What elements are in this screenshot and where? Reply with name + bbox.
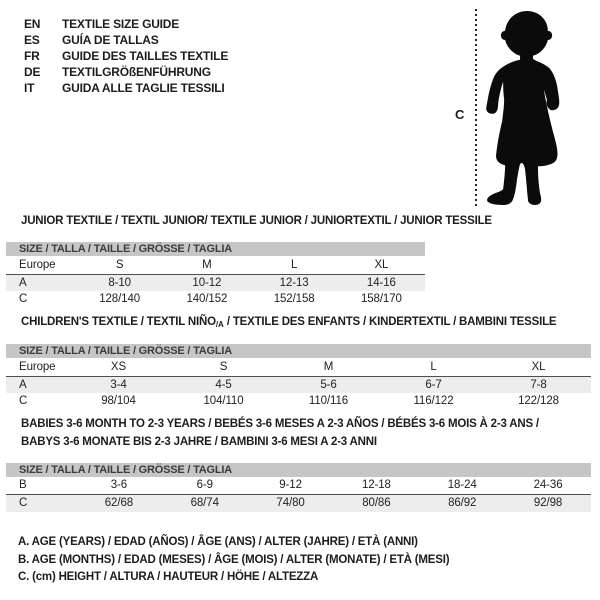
- junior-textile-title: JUNIOR TEXTILE / TEXTIL JUNIOR/ TEXTILE JUNIOR / JUNIORTEXTIL / JUNIOR TESSILE: [21, 215, 492, 227]
- height-cell: 128/140: [99, 293, 141, 305]
- measurement-legend: [18, 534, 449, 587]
- size-cell: L: [430, 361, 437, 373]
- guide-title-en: TEXTILE SIZE GUIDE: [62, 17, 180, 31]
- language-code: ES: [24, 33, 40, 47]
- table-row: [6, 495, 591, 512]
- months-cell: 3-6: [110, 479, 128, 491]
- babies-title-line-2: BABYS 3-6 MONATE BIS 2-3 JAHRE / BAMBINI 3-6 MESI A 2-3 ANNI: [21, 436, 377, 448]
- age-cell: 8-10: [108, 277, 131, 289]
- language-code: EN: [24, 17, 41, 31]
- months-cell: 9-12: [279, 479, 302, 491]
- table-row: [6, 291, 425, 307]
- title-text: CHILDREN'S TEXTILE / TEXTIL NIÑO: [21, 316, 216, 328]
- height-cell: 104/110: [203, 395, 244, 407]
- size-cell: M: [323, 361, 334, 373]
- height-measure-dotted-line: [475, 9, 477, 207]
- title-subscript: /A: [215, 320, 224, 329]
- height-cell: 152/158: [273, 293, 315, 305]
- table-row: [6, 358, 591, 377]
- size-header-bar: SIZE / TALLA / TAILLE / GRÖSSE / TAGLIA: [6, 463, 591, 477]
- row-label: Europe: [19, 361, 56, 373]
- row-label: C: [19, 293, 28, 305]
- row-label: C: [19, 395, 28, 407]
- height-cell: 158/170: [360, 293, 402, 305]
- months-cell: 24-36: [533, 479, 563, 491]
- table-row: [6, 393, 591, 409]
- height-cell: 62/68: [104, 497, 134, 509]
- height-cell: 122/128: [518, 395, 559, 407]
- height-cell: 116/122: [413, 395, 454, 407]
- children-textile-title: [21, 316, 556, 329]
- size-cell: M: [202, 259, 212, 271]
- height-cell: 80/86: [362, 497, 391, 509]
- age-cell: 3-4: [110, 379, 127, 391]
- guide-title-es: GUÍA DE TALLAS: [62, 33, 159, 47]
- guide-title-it: GUIDA ALLE TAGLIE TESSILI: [62, 81, 225, 95]
- row-label: A: [19, 379, 27, 391]
- babies-textile-table: [6, 463, 591, 512]
- language-code: FR: [24, 49, 40, 63]
- height-cell: 110/116: [308, 395, 349, 407]
- size-header-bar: SIZE / TALLA / TAILLE / GRÖSSE / TAGLIA: [6, 344, 591, 358]
- junior-textile-table: [6, 242, 425, 307]
- language-code: IT: [24, 81, 35, 95]
- height-cell: 74/80: [276, 497, 305, 509]
- size-cell: S: [115, 259, 124, 271]
- months-cell: 6-9: [196, 479, 213, 491]
- age-cell: 12-13: [279, 277, 309, 289]
- row-label: Europe: [19, 259, 56, 271]
- size-header-bar: SIZE / TALLA / TAILLE / GRÖSSE / TAGLIA: [6, 242, 425, 256]
- row-label: A: [19, 277, 27, 289]
- table-row: [6, 275, 425, 291]
- size-cell: XS: [110, 361, 127, 373]
- height-measure-label: C: [455, 107, 465, 122]
- size-cell: S: [219, 361, 228, 373]
- legend-line-c: C. (cm) HEIGHT / ALTURA / HAUTEUR / HÖHE / ALTEZZA: [18, 571, 319, 584]
- table-row: [6, 477, 591, 495]
- age-cell: 5-6: [320, 379, 337, 391]
- age-cell: 10-12: [192, 277, 222, 289]
- size-cell: XL: [374, 259, 389, 271]
- language-row-it: [24, 80, 228, 96]
- toddler-silhouette-image: [482, 10, 578, 206]
- row-label: C: [19, 497, 28, 509]
- height-cell: 140/152: [186, 293, 228, 305]
- height-cell: 86/92: [448, 497, 477, 509]
- babies-textile-title: [21, 415, 539, 451]
- language-row-de: [24, 64, 228, 80]
- guide-title-de: TEXTILGRÖßENFÜHRUNG: [62, 65, 211, 79]
- language-code: DE: [24, 65, 41, 79]
- size-cell: XL: [531, 361, 546, 373]
- height-cell: 68/74: [190, 497, 219, 509]
- language-row-fr: [24, 48, 228, 64]
- row-label: B: [19, 479, 27, 491]
- title-text: / TEXTILE DES ENFANTS / KINDERTEXTIL / BAMBINI TESSILE: [223, 316, 557, 328]
- language-row-en: [24, 16, 228, 32]
- language-row-es: [24, 32, 228, 48]
- age-cell: 4-5: [215, 379, 232, 391]
- months-cell: 18-24: [447, 479, 477, 491]
- language-title-list: [24, 16, 228, 96]
- months-cell: 12-18: [361, 479, 391, 491]
- table-row: [6, 256, 425, 275]
- legend-line-b: B. AGE (MONTHS) / EDAD (MESES) / ÂGE (MOIS) / ALTER (MONATE) / ETÀ (MESI): [18, 553, 450, 566]
- age-cell: 6-7: [425, 379, 442, 391]
- height-cell: 92/98: [533, 497, 563, 509]
- table-row: [6, 377, 591, 393]
- legend-line-a: A. AGE (YEARS) / EDAD (AÑOS) / ÂGE (ANS) / ALTER (JAHRE) / ETÀ (ANNI): [18, 536, 418, 548]
- size-cell: L: [290, 259, 298, 271]
- height-cell: 98/104: [101, 395, 136, 407]
- guide-title-fr: GUIDE DES TAILLES TEXTILE: [62, 49, 229, 63]
- age-cell: 7-8: [530, 379, 547, 391]
- age-cell: 14-16: [366, 277, 396, 289]
- children-textile-table: [6, 344, 591, 409]
- babies-title-line-1: BABIES 3-6 MONTH TO 2-3 YEARS / BEBÉS 3-6 MESES A 2-3 AÑOS / BÉBÉS 3-6 MOIS À 2-3 ANS /: [21, 418, 539, 430]
